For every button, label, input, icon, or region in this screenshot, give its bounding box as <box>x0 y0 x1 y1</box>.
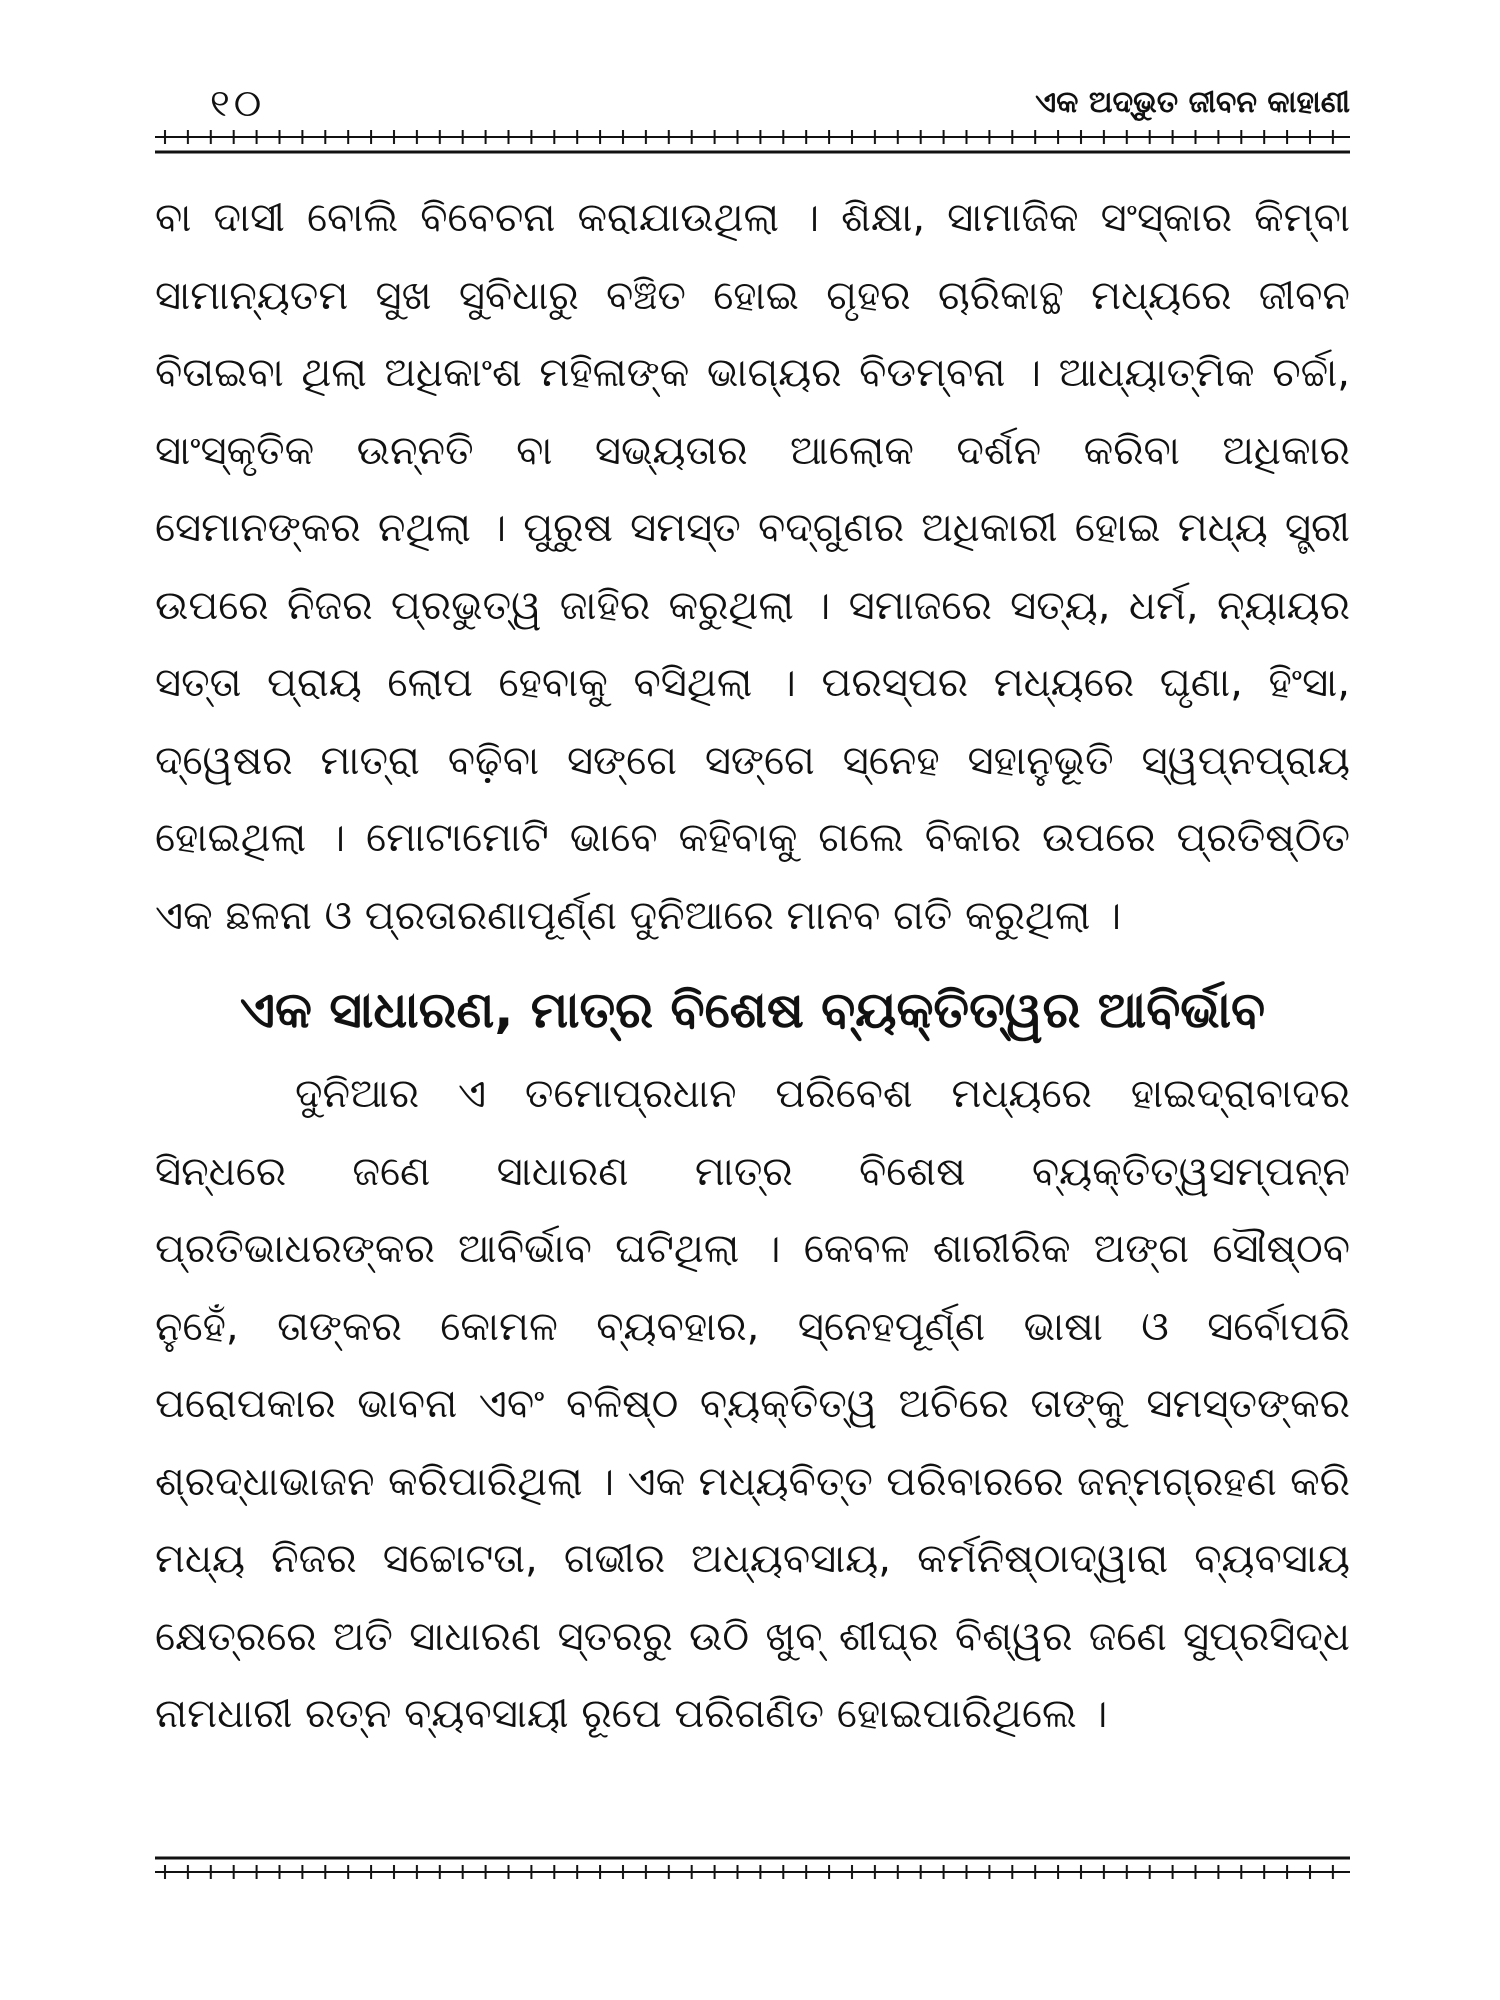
page-number: ୧୦ <box>210 81 266 125</box>
bottom-ornamental-rule <box>155 1855 1350 1895</box>
running-title: ଏକ ଅଦ୍ଭୁତ ଜୀବନ କାହାଣୀ <box>1035 85 1350 120</box>
top-ornamental-rule <box>155 128 1350 168</box>
section-heading: ଏକ ସାଧାରଣ, ମାତ୍ର ବିଶେଷ ବ୍ୟକ୍ତିତ୍ୱର ଆବିର୍ଭାବ <box>239 981 1266 1039</box>
page-header <box>155 78 1350 128</box>
paragraph-2: ଦୁନିଆର ଏ ତମୋପ୍ରଧାନ ପରିବେଶ ମଧ୍ୟରେ ହାଇଦ୍ରାବାଦର ସିନ୍ଧରେ ଜଣେ ସାଧାରଣ ମାତ୍ର ବିଶେଷ ବ୍ୟକ୍ତିତ୍ୱସମ୍ପନ୍ନ ପ୍ରତିଭାଧରଙ୍କର ଆବିର୍ଭାବ ଘଟିଥିଲା । କେବଳ ଶାରୀରିକ ଅଙ୍ଗ ସୌଷ୍ଠବ ନୁହେଁ, ତାଙ୍କର କୋମଳ ବ୍ୟବହାର, ସ୍ନେହପୂର୍ଣ୍ଣ ଭାଷା ଓ ସର୍ବୋପରି ପରୋପକାର ଭାବନା ଏବଂ ବଳିଷ୍ଠ ବ୍ୟକ୍ତିତ୍ୱ ଅଚିରେ ତାଙ୍କୁ ସମସ୍ତଙ୍କର ଶ୍ରଦ୍ଧାଭାଜନ କରିପାରିଥିଲା । ଏକ ମଧ୍ୟବିତ୍ତ ପରିବାରରେ ଜନ୍ମଗ୍ରହଣ କରି ମଧ୍ୟ ନିଜର ସଚ୍ଚୋଟତା, ଗଭୀର ଅଧ୍ୟବସାୟ, କର୍ମନିଷ୍ଠାଦ୍ୱାରା ବ୍ୟବସାୟ କ୍ଷେତ୍ରରେ ଅତି ସାଧାରଣ ସ୍ତରରୁ ଉଠି ଖୁବ୍ ଶୀଘ୍ର ବିଶ୍ୱର ଜଣେ ସୁପ୍ରସିଦ୍ଧ ନାମଧାରୀ ରତ୍ନ ବ୍ୟବସାୟୀ ରୂପେ ପରିଗଣିତ ହୋଇପାରିଥିଲେ । <box>155 1071 1350 1737</box>
paragraph-1: ବା ଦାସୀ ବୋଲି ବିବେଚନା କରାଯାଉଥିଲା । ଶିକ୍ଷା, ସାମାଜିକ ସଂସ୍କାର କିମ୍ବା ସାମାନ୍ୟତମ ସୁଖ ସୁବିଧାରୁ ବଞ୍ଚିତ ହୋଇ ଗୃହର ଚାରିକାନ୍ଥ ମଧ୍ୟରେ ଜୀବନ ବିତାଇବା ଥିଲା ଅଧିକାଂଶ ମହିଳାଙ୍କ ଭାଗ୍ୟର ବିଡମ୍ବନା । ଆଧ୍ୟାତ୍ମିକ ଚର୍ଚ୍ଚା, ସାଂସ୍କୃତିକ ଉନ୍ନତି ବା ସଭ୍ୟତାର ଆଲୋକ ଦର୍ଶନ କରିବା ଅଧିକାର ସେମାନଙ୍କର ନଥିଲା । ପୁରୁଷ ସମସ୍ତ ବଦ୍‌ଗୁଣର ଅଧିକାରୀ ହୋଇ ମଧ୍ୟ ସ୍ତ୍ରୀ ଉପରେ ନିଜର ପ୍ରଭୁତ୍ୱ ଜାହିର କରୁଥିଲା । ସମାଜରେ ସତ୍ୟ, ଧର୍ମ, ନ୍ୟାୟର ସତ୍ତା ପ୍ରାୟ ଲୋପ ହେବାକୁ ବସିଥିଲା । ପରସ୍ପର ମଧ୍ୟରେ ଘୃଣା, ହିଂସା, ଦ୍ୱେଷର ମାତ୍ରା ବଢ଼ିବା ସଙ୍ଗେ ସଙ୍ଗେ ସ୍ନେହ ସହାନୁଭୂତି ସ୍ୱପ୍ନପ୍ରାୟ ହୋଇଥିଲା । ମୋଟାମୋଟି ଭାବେ କହିବାକୁ ଗଲେ ବିକାର ଉପରେ ପ୍ରତିଷ୍ଠିତ ଏକ ଛଳନା ଓ ପ୍ରତାରଣାପୂର୍ଣ୍ଣ ଦୁନିଆରେ ମାନବ ଗତି କରୁଥିଲା । <box>155 195 1350 939</box>
body-text <box>155 180 1350 1754</box>
